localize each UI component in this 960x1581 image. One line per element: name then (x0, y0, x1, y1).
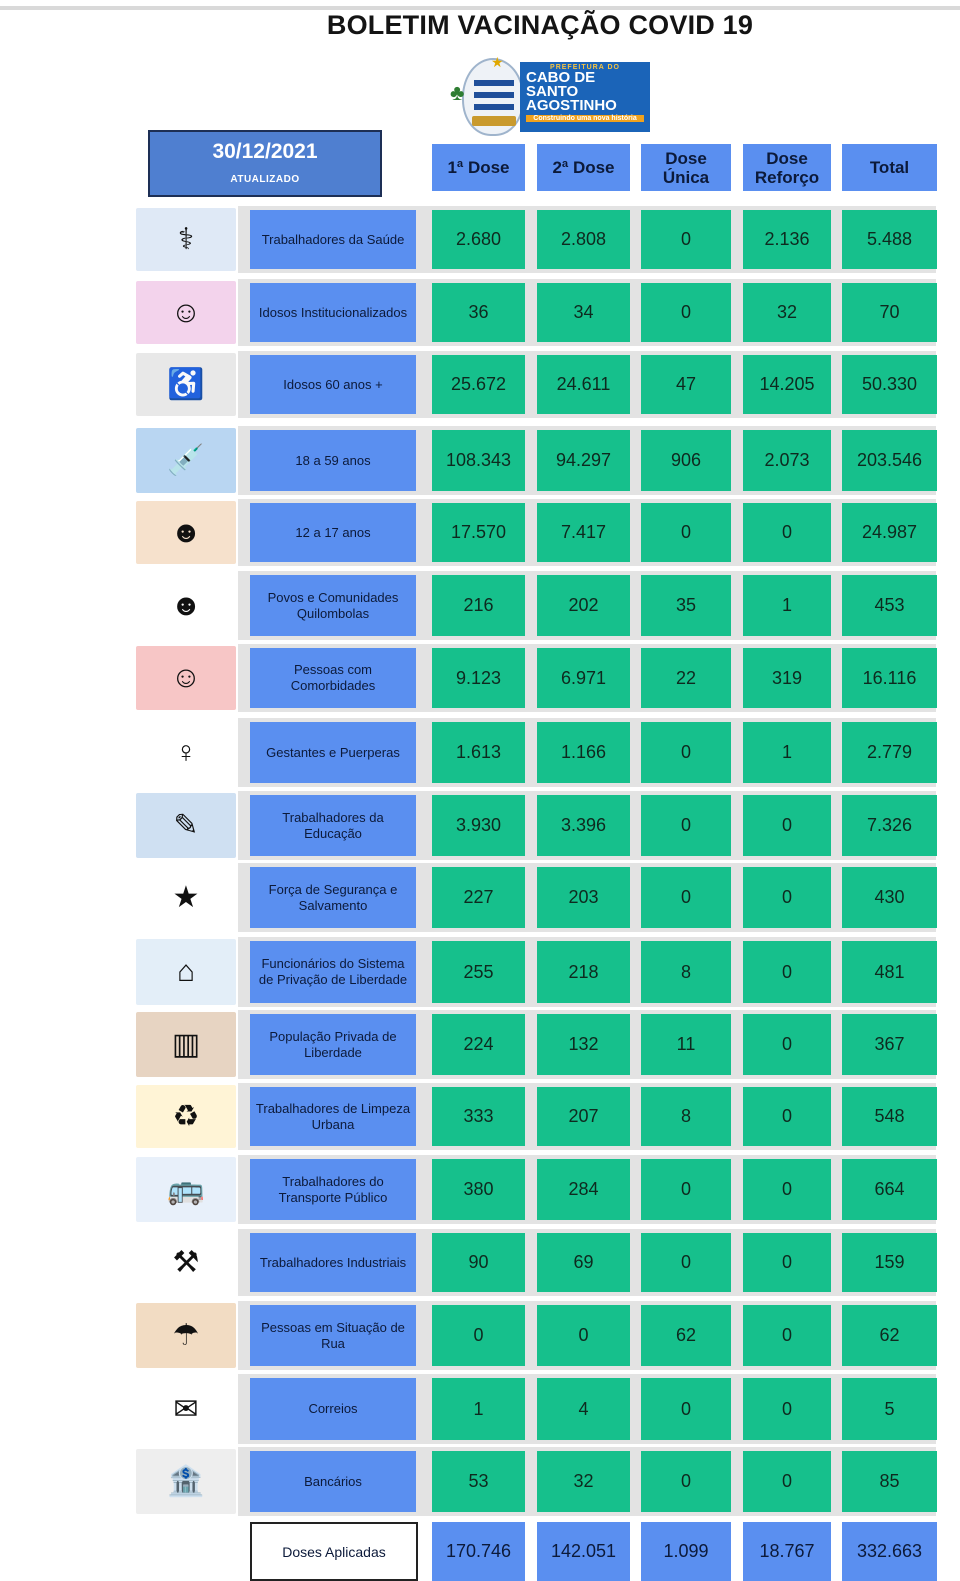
table-cell: 0 (743, 867, 831, 928)
prison-staff-icon: ⌂ (136, 939, 236, 1005)
row-label: 18 a 59 anos (250, 430, 416, 491)
table-cell: 380 (432, 1159, 525, 1220)
table-cell: 9.123 (432, 648, 525, 708)
table-cell: 255 (432, 941, 525, 1003)
table-cell: 1 (432, 1378, 525, 1440)
row-label: Trabalhadores de Limpeza Urbana (250, 1087, 416, 1146)
table-cell: 0 (743, 1305, 831, 1366)
table-cell: 207 (537, 1087, 630, 1146)
table-cell: 664 (842, 1159, 937, 1220)
table-cell: 0 (641, 722, 731, 783)
table-cell: 481 (842, 941, 937, 1003)
table-cell: 0 (743, 1378, 831, 1440)
table-cell: 202 (537, 575, 630, 636)
row-label: Idosos 60 anos + (250, 355, 416, 414)
table-cell: 8 (641, 1087, 731, 1146)
table-cell: 0 (743, 941, 831, 1003)
table-cell: 2.680 (432, 210, 525, 269)
table-cell: 53 (432, 1451, 525, 1512)
table-cell: 4 (537, 1378, 630, 1440)
table-cell: 16.116 (842, 648, 937, 708)
homeless-person-icon: ☂ (136, 1303, 236, 1368)
table-cell: 0 (432, 1305, 525, 1366)
child-comorbidity-icon: ☺ (136, 646, 236, 710)
column-header: 1ª Dose (432, 144, 525, 191)
column-header: Dose Reforço (743, 144, 831, 191)
bank-building-icon: 🏦 (136, 1449, 236, 1514)
total-cell: 142.051 (537, 1522, 630, 1581)
table-cell: 108.343 (432, 430, 525, 491)
table-cell: 69 (537, 1233, 630, 1292)
table-cell: 2.073 (743, 430, 831, 491)
table-cell: 216 (432, 575, 525, 636)
table-cell: 17.570 (432, 503, 525, 562)
pregnant-woman-icon: ♀ (136, 720, 236, 785)
table-cell: 6.971 (537, 648, 630, 708)
table-cell: 1 (743, 722, 831, 783)
page-title: BOLETIM VACINAÇÃO COVID 19 (326, 10, 754, 40)
table-cell: 5 (842, 1378, 937, 1440)
date-box (148, 130, 382, 197)
table-cell: 7.417 (537, 503, 630, 562)
table-cell: 32 (743, 283, 831, 342)
table-cell: 25.672 (432, 355, 525, 414)
column-header: Dose Única (641, 144, 731, 191)
table-cell: 11 (641, 1014, 731, 1075)
table-cell: 548 (842, 1087, 937, 1146)
table-cell: 319 (743, 648, 831, 708)
logo-plate: PREFEITURA DO CABO DE SANTO AGOSTINHO Construindo uma nova história (520, 62, 650, 132)
table-cell: 2.136 (743, 210, 831, 269)
table-cell: 36 (432, 283, 525, 342)
row-label: Trabalhadores Industriais (250, 1233, 416, 1292)
table-cell: 1 (743, 575, 831, 636)
quilombola-people-icon: ☻ (136, 573, 236, 638)
palm-tree-icon: ♣ (450, 80, 465, 105)
table-cell: 159 (842, 1233, 937, 1292)
table-cell: 0 (641, 503, 731, 562)
table-cell: 35 (641, 575, 731, 636)
row-label: População Privada de Liberdade (250, 1014, 416, 1075)
total-cell: 170.746 (432, 1522, 525, 1581)
table-cell: 34 (537, 283, 630, 342)
table-cell: 7.326 (842, 795, 937, 856)
table-cell: 90 (432, 1233, 525, 1292)
table-cell: 203.546 (842, 430, 937, 491)
coat-of-arms-icon: ★ (462, 58, 524, 136)
bus-icon: 🚌 (136, 1157, 236, 1222)
table-cell: 132 (537, 1014, 630, 1075)
row-label: Trabalhadores do Transporte Público (250, 1159, 416, 1220)
row-label: Funcionários do Sistema de Privação de Liberdade (250, 941, 416, 1003)
vaccine-syringe-icon: 💉 (136, 428, 236, 493)
table-cell: 218 (537, 941, 630, 1003)
column-header: Total (842, 144, 937, 191)
table-cell: 24.611 (537, 355, 630, 414)
prisoner-icon: ▥ (136, 1012, 236, 1077)
industrial-workers-icon: ⚒ (136, 1231, 236, 1294)
table-cell: 430 (842, 867, 937, 928)
table-cell: 1.613 (432, 722, 525, 783)
table-cell: 906 (641, 430, 731, 491)
table-cell: 5.488 (842, 210, 937, 269)
table-cell: 0 (743, 1087, 831, 1146)
table-cell: 0 (641, 1451, 731, 1512)
table-cell: 0 (641, 283, 731, 342)
table-cell: 2.808 (537, 210, 630, 269)
street-cleaner-icon: ♻ (136, 1085, 236, 1148)
total-cell: 18.767 (743, 1522, 831, 1581)
table-cell: 453 (842, 575, 937, 636)
row-label: Pessoas com Comorbidades (250, 648, 416, 708)
row-label: Pessoas em Situação de Rua (250, 1305, 416, 1366)
table-cell: 24.987 (842, 503, 937, 562)
table-cell: 70 (842, 283, 937, 342)
table-cell: 284 (537, 1159, 630, 1220)
table-cell: 3.930 (432, 795, 525, 856)
table-cell: 0 (641, 867, 731, 928)
table-cell: 62 (641, 1305, 731, 1366)
totals-label: Doses Aplicadas (250, 1522, 418, 1581)
table-cell: 1.166 (537, 722, 630, 783)
postal-truck-icon: ✉ (136, 1376, 236, 1442)
table-cell: 0 (641, 795, 731, 856)
table-cell: 85 (842, 1451, 937, 1512)
elderly-wheelchair-icon: ♿ (136, 353, 236, 416)
table-cell: 0 (641, 1233, 731, 1292)
table-cell: 0 (743, 1159, 831, 1220)
table-cell: 94.297 (537, 430, 630, 491)
table-cell: 0 (743, 1233, 831, 1292)
updated-label: ATUALIZADO (230, 174, 300, 185)
table-cell: 22 (641, 648, 731, 708)
row-label: 12 a 17 anos (250, 503, 416, 562)
total-cell: 332.663 (842, 1522, 937, 1581)
table-cell: 2.779 (842, 722, 937, 783)
table-cell: 62 (842, 1305, 937, 1366)
table-cell: 367 (842, 1014, 937, 1075)
table-cell: 0 (743, 1014, 831, 1075)
city-logo (450, 50, 654, 136)
row-label: Gestantes e Puerperas (250, 722, 416, 783)
row-label: Força de Segurança e Salvamento (250, 867, 416, 928)
table-cell: 0 (743, 795, 831, 856)
table-cell: 224 (432, 1014, 525, 1075)
table-cell: 32 (537, 1451, 630, 1512)
table-cell: 0 (537, 1305, 630, 1366)
table-cell: 50.330 (842, 355, 937, 414)
table-cell: 0 (641, 1159, 731, 1220)
table-cell: 203 (537, 867, 630, 928)
row-label: Trabalhadores da Educação (250, 795, 416, 856)
teenagers-icon: ☻ (136, 501, 236, 564)
column-header: 2ª Dose (537, 144, 630, 191)
police-firefighter-icon: ★ (136, 865, 236, 930)
elderly-couple-icon: ☺ (136, 281, 236, 344)
table-cell: 14.205 (743, 355, 831, 414)
row-label: Povos e Comunidades Quilombolas (250, 575, 416, 636)
table-cell: 47 (641, 355, 731, 414)
row-label: Trabalhadores da Saúde (250, 210, 416, 269)
total-cell: 1.099 (641, 1522, 731, 1581)
row-label: Idosos Institucionalizados (250, 283, 416, 342)
table-cell: 0 (743, 1451, 831, 1512)
education-workers-icon: ✎ (136, 793, 236, 858)
table-cell: 3.396 (537, 795, 630, 856)
table-cell: 0 (641, 1378, 731, 1440)
table-cell: 227 (432, 867, 525, 928)
table-cell: 333 (432, 1087, 525, 1146)
table-cell: 0 (743, 503, 831, 562)
table-cell: 8 (641, 941, 731, 1003)
row-label: Correios (250, 1378, 416, 1440)
row-label: Bancários (250, 1451, 416, 1512)
table-cell: 0 (641, 210, 731, 269)
health-workers-icon: ⚕ (136, 208, 236, 271)
bulletin-date: 30/12/2021 (212, 140, 318, 163)
